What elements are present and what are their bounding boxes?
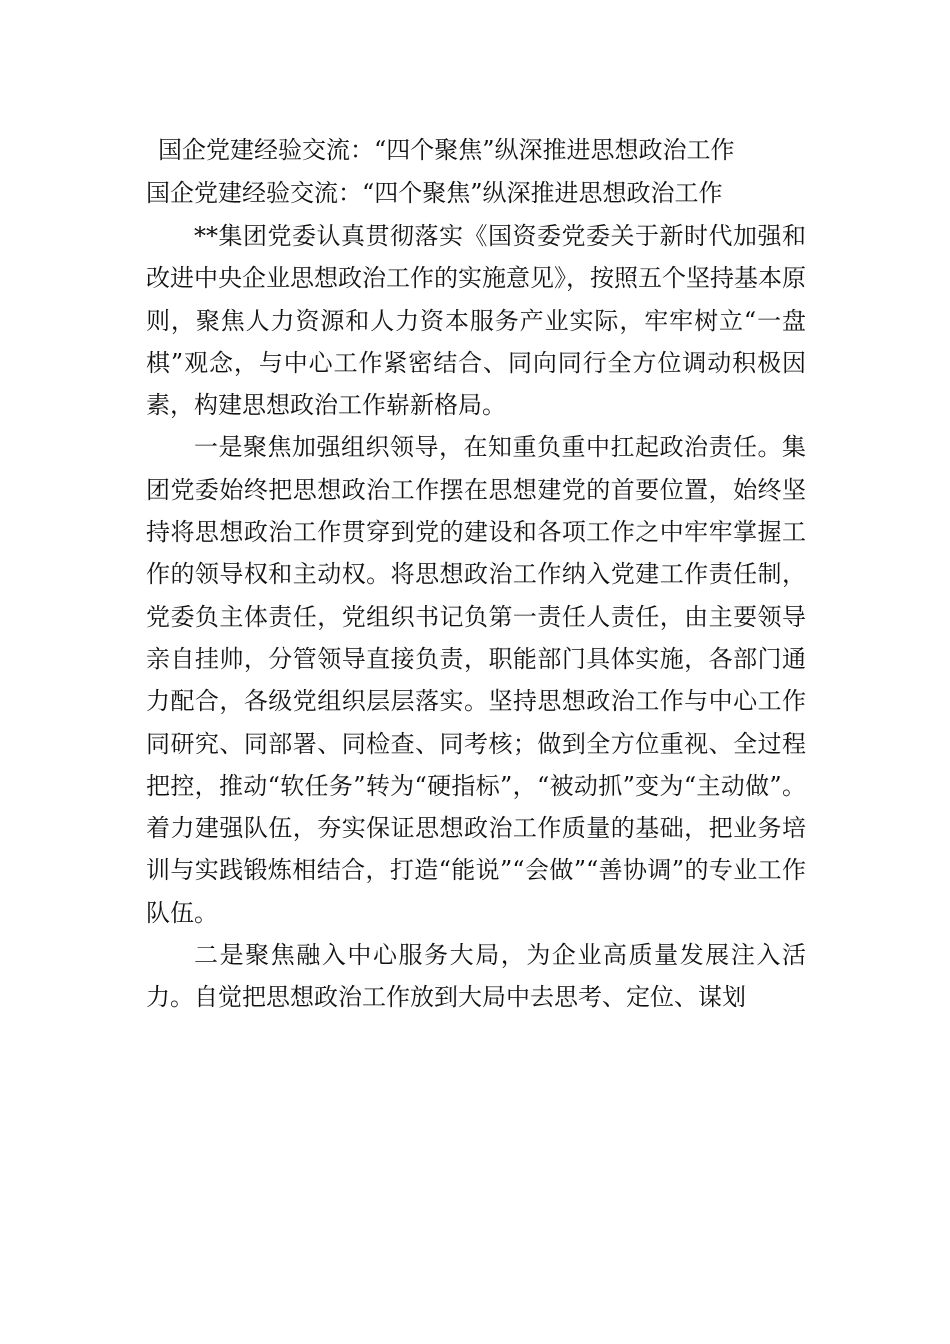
document-title-repeat: 国企党建经验交流：“四个聚焦”纵深推进思想政治工作 [146, 179, 723, 207]
section-two-paragraph: 二是聚焦融入中心服务大局，为企业高质量发展注入活力。自觉把思想政治工作放到大局中去思考、定位、谋划 [146, 941, 806, 1012]
document-body [146, 129, 806, 1019]
document-title: 国企党建经验交流：“四个聚焦”纵深推进思想政治工作 [158, 136, 735, 164]
intro-paragraph: **集团党委认真贯彻落实《国资委党委关于新时代加强和改进中央企业思想政治工作的实施意见》，按照五个坚持基本原则，聚焦人力资源和人力资本服务产业实际，牢牢树立“一盘棋”观念，与中心工作紧密结合、同向同行全方位调动积极因素，构建思想政治工作崭新格局。 [146, 222, 806, 420]
section-one-paragraph: 一是聚焦加强组织领导，在知重负重中扛起政治责任。集团党委始终把思想政治工作摆在思想建党的首要位置，始终坚持将思想政治工作贯穿到党的建设和各项工作之中牢牢掌握工作的领导权和主动权。将思想政治工作纳入党建工作责任制，党委负主体责任，党组织书记负第一责任人责任，由主要领导亲自挂帅，分管领导直接负责，职能部门具体实施，各部门通力配合，各级党组织层层落实。坚持思想政治工作与中心工作同研究、同部署、同检查、同考核；做到全方位重视、全过程把控，推动“软任务”转为“硬指标”，“被动抓”变为“主动做”。着力建强队伍，夯实保证思想政治工作质量的基础，把业务培训与实践锻炼相结合，打造“能说”“会做”“善协调”的专业工作队伍。 [146, 433, 806, 927]
